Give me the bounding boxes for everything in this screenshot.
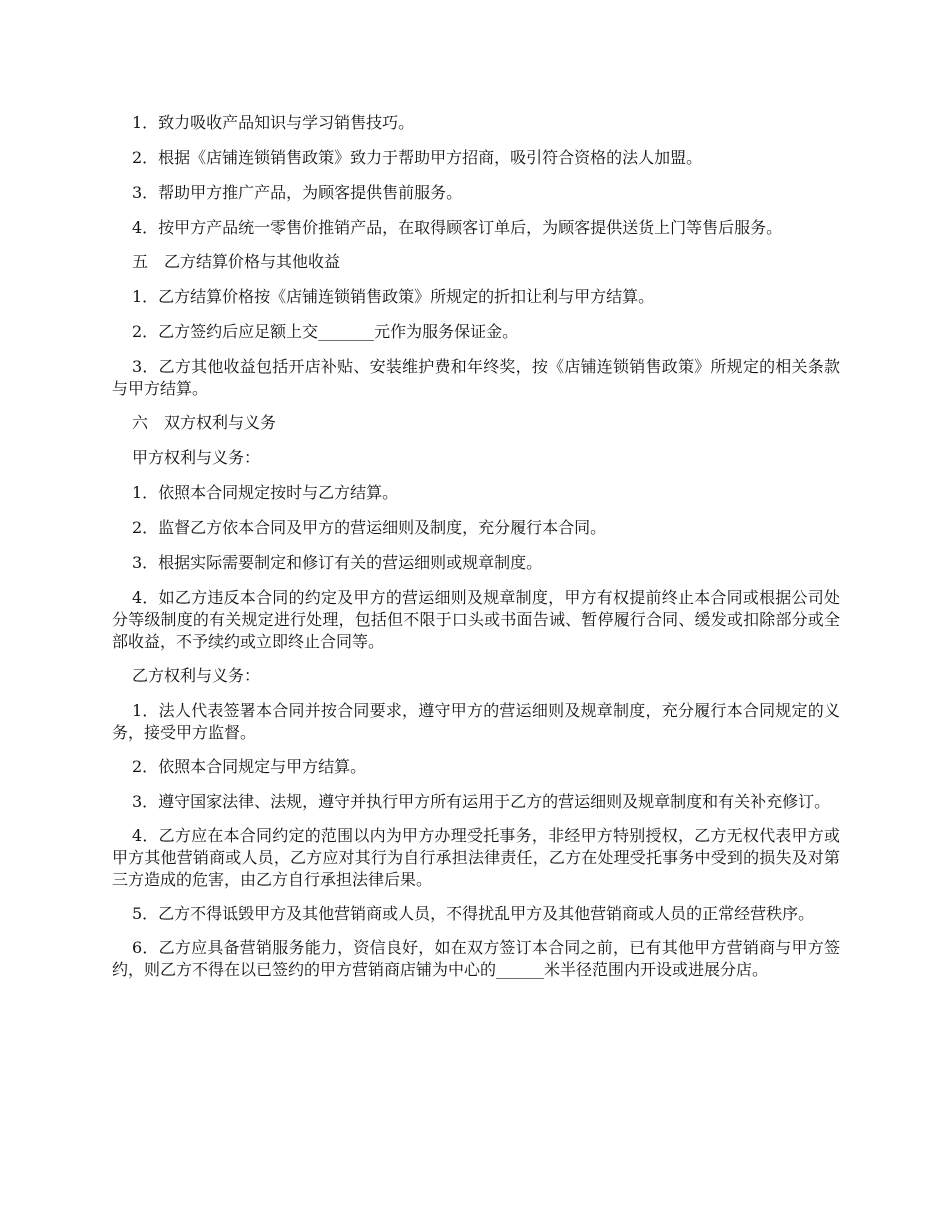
party-b-item-4: 4．乙方应在本合同约定的范围以内为甲方办理受托事务，非经甲方特别授权，乙方无权代表甲方或甲方其他营销商或人员，乙方应对其行为自行承担法律责任，乙方在处理受托事务中受到的损失及对第三方造成的危害，由乙方自行承担法律后果。 xyxy=(112,826,840,889)
party-b-heading: 乙方权利与义务： xyxy=(132,666,261,685)
party-a-item-1: 1．依照本合同规定按时与乙方结算。 xyxy=(132,483,399,502)
party-b-item-2: 2．依照本合同规定与甲方结算。 xyxy=(132,757,367,776)
section-heading-6: 六 双方权利与义务 xyxy=(132,413,277,432)
paragraph-settlement-1: 1．乙方结算价格按《店铺连锁销售政策》所规定的折扣让利与甲方结算。 xyxy=(132,287,655,306)
paragraph-settlement-3: 3．乙方其他收益包括开店补贴、安装维护费和年终奖，按《店铺连锁销售政策》所规定的相关条款与甲方结算。 xyxy=(112,357,840,398)
party-a-item-3: 3．根据实际需要制定和修订有关的营运细则或规章制度。 xyxy=(132,553,543,572)
paragraph-item-4: 4．按甲方产品统一零售价推销产品，在取得顾客订单后，为顾客提供送货上门等售后服务。 xyxy=(132,218,783,237)
paragraph-item-3: 3．帮助甲方推广产品，为顾客提供售前服务。 xyxy=(132,183,463,202)
party-a-item-2: 2．监督乙方依本合同及甲方的营运细则及制度，充分履行本合同。 xyxy=(132,518,607,537)
paragraph-settlement-2: 2．乙方签约后应足额上交_______元作为服务保证金。 xyxy=(132,322,519,341)
paragraph-item-2: 2．根据《店铺连锁销售政策》致力于帮助甲方招商，吸引符合资格的法人加盟。 xyxy=(132,148,703,167)
paragraph-item-1: 1．致力吸收产品知识与学习销售技巧。 xyxy=(132,113,415,132)
party-a-item-4: 4．如乙方违反本合同的约定及甲方的营运细则及规章制度，甲方有权提前终止本合同或根据公司处分等级制度的有关规定进行处理，包括但不限于口头或书面告诫、暂停履行合同、缓发或扣除部分或全部收益，不予续约或立即终止合同等。 xyxy=(112,588,840,651)
section-heading-5: 五 乙方结算价格与其他收益 xyxy=(132,252,341,271)
document-body xyxy=(112,112,840,993)
party-b-item-5: 5．乙方不得诋毁甲方及其他营销商或人员，不得扰乱甲方及其他营销商或人员的正常经营秩序。 xyxy=(132,904,815,923)
party-b-item-3: 3．遵守国家法律、法规，遵守并执行甲方所有运用于乙方的营运细则及规章制度和有关补充修订。 xyxy=(132,792,831,811)
party-b-item-1: 1．法人代表签署本合同并按合同要求，遵守甲方的营运细则及规章制度，充分履行本合同规定的义务，接受甲方监督。 xyxy=(112,701,840,742)
party-a-heading: 甲方权利与义务： xyxy=(132,448,261,467)
party-b-item-6: 6．乙方应具备营销服务能力，资信良好，如在双方签订本合同之前，已有其他甲方营销商与甲方签约，则乙方不得在以已签约的甲方营销商店铺为中心的______米半径范围内开设或进展分店。 xyxy=(112,938,840,979)
